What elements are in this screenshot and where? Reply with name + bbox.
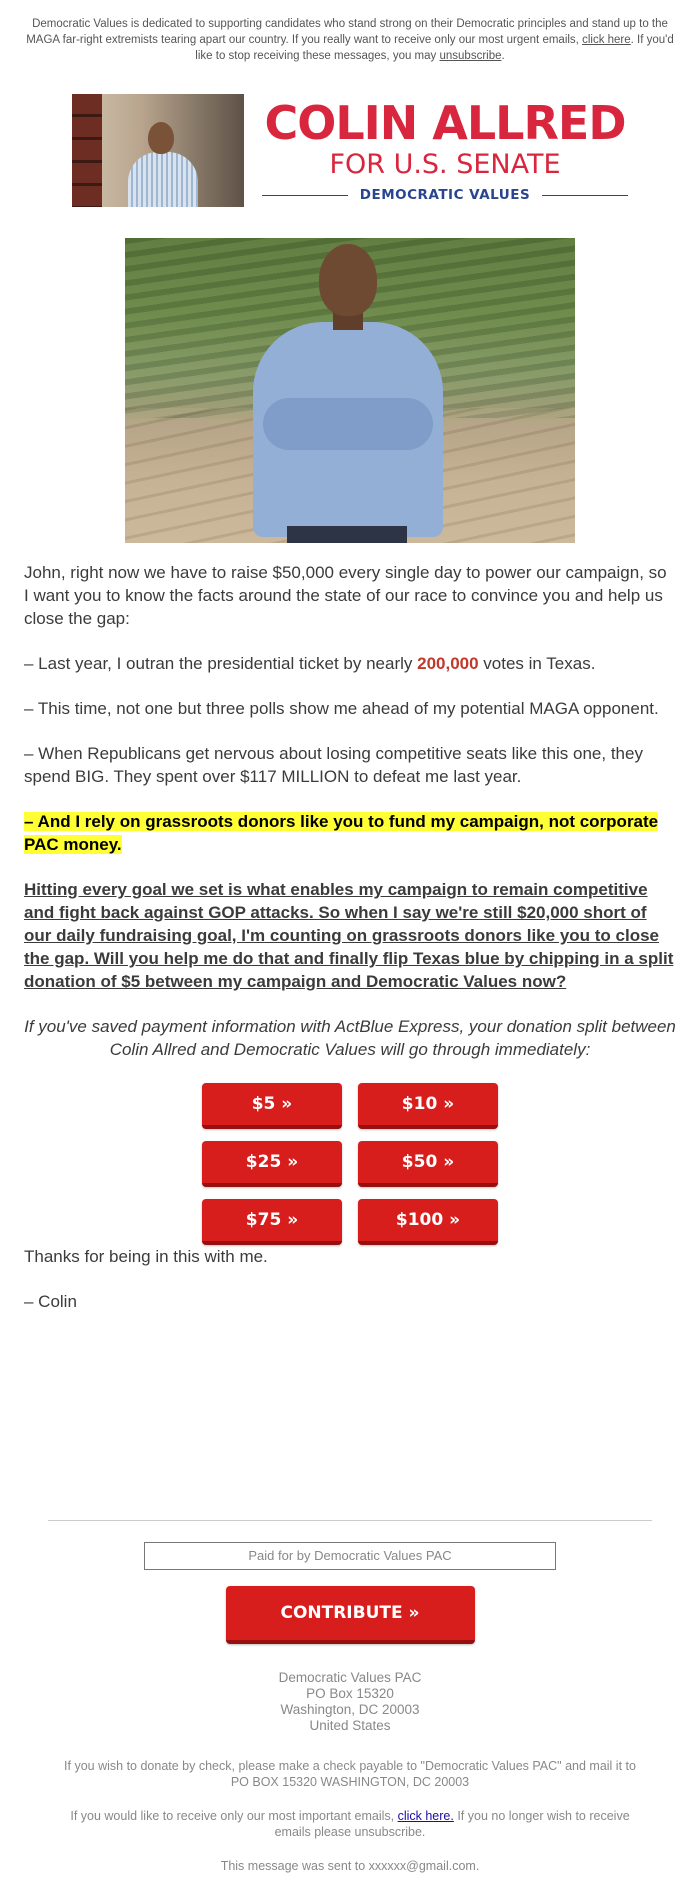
sent-to-text: This message was sent to xxxxxx@gmail.com. — [220, 1859, 480, 1873]
preferences-text-end: If you no longer wish to receive emails please unsubscribe. — [274, 1809, 630, 1839]
urgent-emails-link[interactable]: click here — [582, 34, 631, 46]
rule-left — [262, 195, 348, 196]
portrait-head — [148, 122, 174, 154]
candidate-name: COLIN ALLRED — [264, 96, 626, 150]
vote-count-highlight: 200,000 — [417, 654, 479, 673]
address-line: Democratic Values PAC — [278, 1670, 422, 1685]
actblue-express-note: If you've saved payment information with ActBlue Express, your donation split between Colin Allred and Democratic Values will go through immediately: — [24, 1017, 676, 1059]
fact-text-end: votes in Texas. — [478, 654, 596, 673]
crossed-arms — [263, 398, 433, 450]
org-name: DEMOCRATIC VALUES — [359, 187, 531, 203]
preheader-text: Democratic Values is dedicated to supporting candidates who stand strong on their Democratic principles and stand up to the MAGA far-right extremists tearing apart our country. If you really want to receive only our most urgent emails, — [26, 18, 668, 46]
signature: – Colin — [24, 1292, 77, 1311]
thanks-line: Thanks for being in this with me. — [24, 1247, 268, 1266]
hero-photo[interactable] — [125, 238, 575, 543]
preferences-text: If you would like to receive only our most important emails, — [70, 1809, 398, 1823]
donate-25-button[interactable]: $25 » — [202, 1141, 342, 1187]
rule-right — [542, 195, 628, 196]
donation-button-grid — [202, 1083, 498, 1245]
fact-text: – Last year, I outran the presidential ticket by nearly — [24, 654, 418, 673]
preheader-text-end: . — [501, 50, 505, 62]
footer — [0, 1520, 700, 1874]
campaign-banner[interactable] — [72, 94, 628, 209]
candidate-pants — [287, 526, 407, 543]
donate-by-check-text: If you wish to donate by check, please make a check payable to "Democratic Values PAC" and mail it to PO BOX 15320 WASHINGTON, DC 20003 — [64, 1759, 636, 1789]
campaign-subtitle: FOR U.S. SENATE — [329, 149, 561, 180]
donate-75-button[interactable]: $75 » — [202, 1199, 342, 1245]
intro-paragraph: John, right now we have to raise $50,000 every single day to power our campaign, so I want you to know the facts around the state of our race to convince you and help us close the gap: — [24, 563, 667, 628]
preheader-text-middle: . If you'd like to stop receiving these messages, you may — [195, 34, 674, 62]
donate-5-button[interactable]: $5 » — [202, 1083, 342, 1129]
fact-polls: – This time, not one but three polls show me ahead of my potential MAGA opponent. — [24, 699, 659, 718]
door-background — [72, 94, 102, 207]
address-line: Washington, DC 20003 — [280, 1702, 420, 1717]
fact-grassroots — [24, 810, 676, 856]
fact-presidential-ticket — [24, 652, 676, 675]
grassroots-highlight: – And I rely on grassroots donors like you to fund my campaign, not corporate PAC money. — [24, 812, 659, 854]
important-emails-link[interactable]: click here. — [397, 1809, 454, 1823]
org-rule — [262, 188, 628, 202]
portrait-shirt — [128, 152, 198, 207]
donate-10-button[interactable]: $10 » — [358, 1083, 498, 1129]
footer-divider — [48, 1520, 652, 1521]
address-line: PO Box 15320 — [306, 1686, 394, 1701]
mailing-address — [0, 1670, 700, 1734]
address-line: United States — [309, 1718, 391, 1733]
donate-100-button[interactable]: $100 » — [358, 1199, 498, 1245]
donation-ask-link[interactable]: Hitting every goal we set is what enables my campaign to remain competitive and fight back against GOP attacks. So when I say we're still $20,000 short of our daily fundraising goal, I'm counting on grassroots donors like you to close the gap. Will you help me do that and finally flip Texas blue by chipping in a split donation of $5 between my campaign and Democratic Values now? — [24, 880, 674, 991]
unsubscribe-link[interactable]: unsubscribe — [439, 50, 502, 62]
email-preferences-text — [60, 1808, 640, 1840]
paid-for-disclaimer: Paid for by Democratic Values PAC — [144, 1542, 556, 1570]
email-body — [24, 543, 676, 1313]
donate-50-button[interactable]: $50 » — [358, 1141, 498, 1187]
preheader — [20, 0, 680, 64]
candidate-head — [319, 244, 377, 316]
fact-republican-spending: – When Republicans get nervous about losing competitive seats like this one, they spend BIG. They spent over $117 MILLION to defeat me last year. — [24, 744, 643, 786]
contribute-button[interactable]: CONTRIBUTE » — [226, 1586, 475, 1644]
candidate-portrait-image — [72, 94, 244, 207]
